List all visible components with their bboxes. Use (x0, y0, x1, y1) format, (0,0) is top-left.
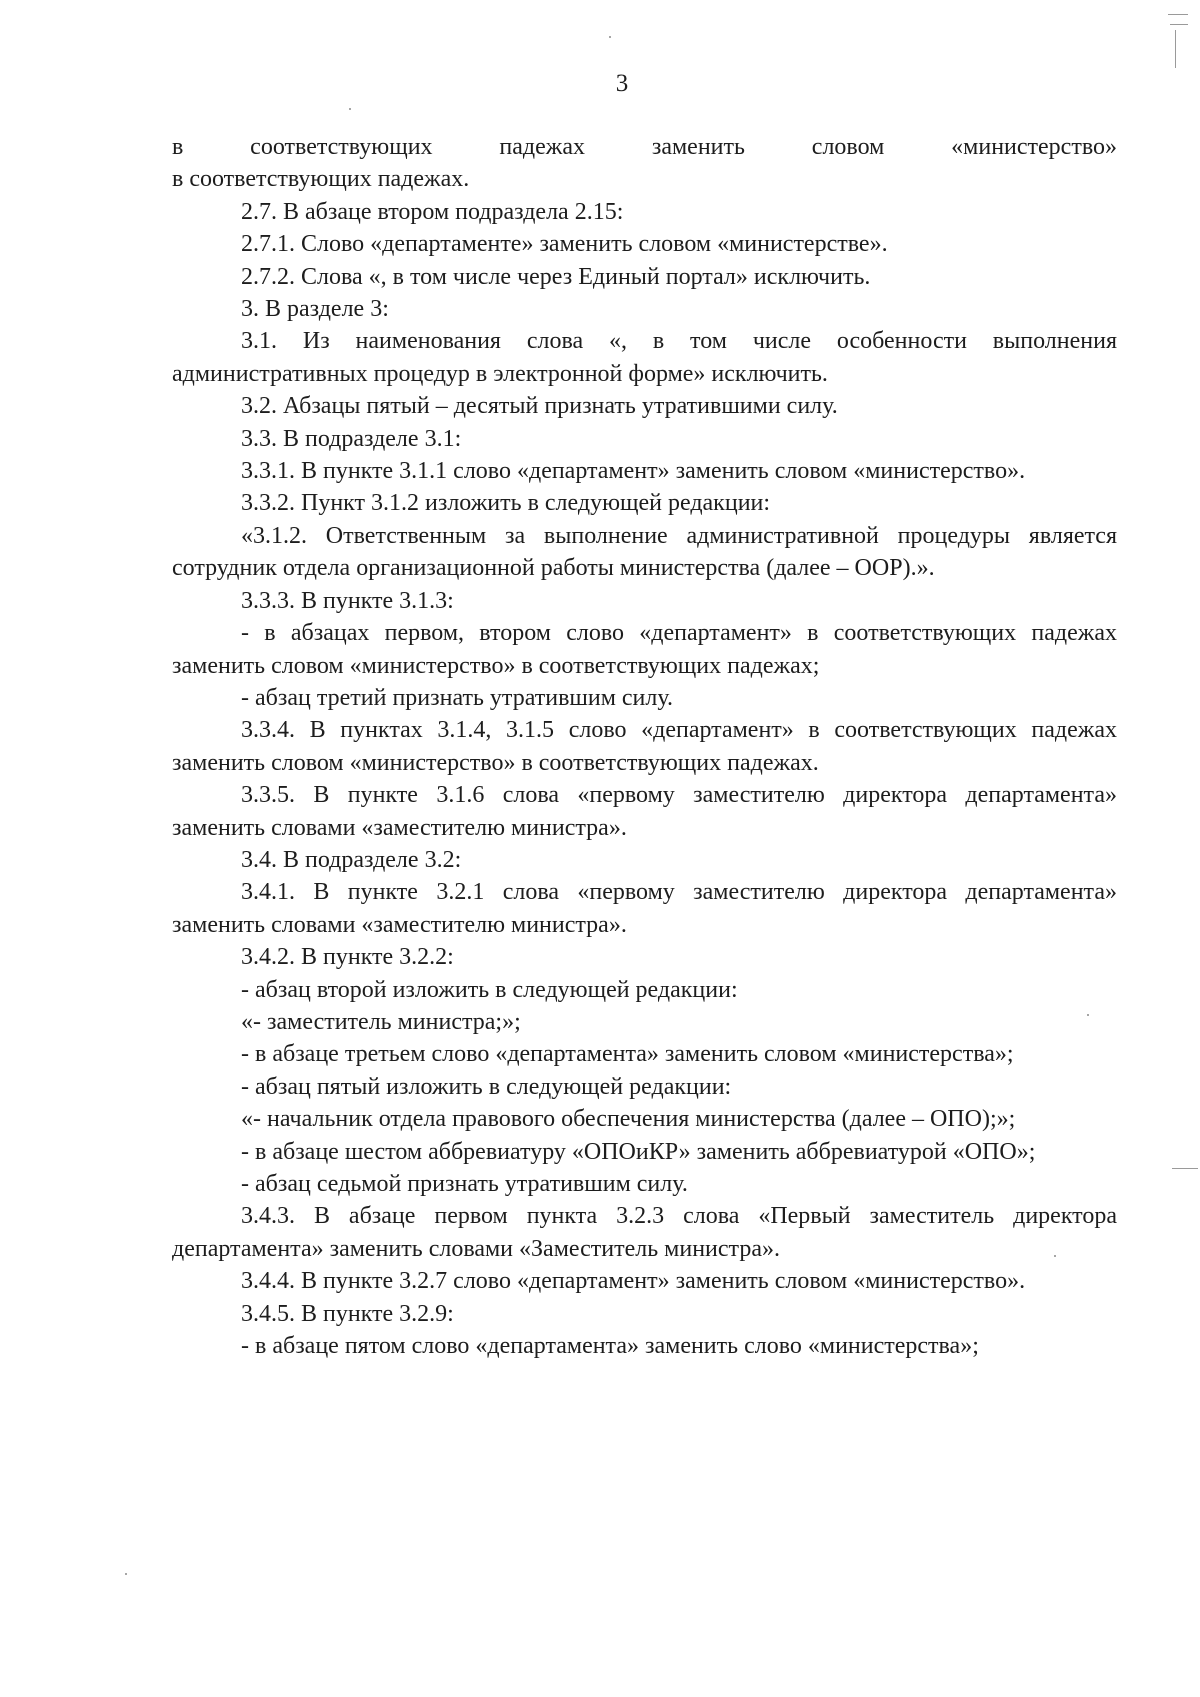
paragraph: 3.3.5. В пункте 3.1.6 слова «первому заместителю директора департамента» заменить словами «заместителю министра». (172, 782, 1117, 841)
paragraph: 3.1. Из наименования слова «, в том числе особенности выполнения административных процедур в электронной форме» исключить. (172, 328, 1117, 387)
document-body (172, 131, 1117, 1362)
paragraph: 3.4.3. В абзаце первом пункта 3.2.3 слова «Первый заместитель директора департамента» заменить словами «Заместитель министра». (172, 1203, 1117, 1262)
paragraph: 3.3. В подразделе 3.1: (241, 425, 462, 452)
scan-edge-mark (1168, 14, 1188, 15)
paragraph: 3.3.3. В пункте 3.1.3: (241, 587, 454, 614)
paragraph: 3.4. В подразделе 3.2: (241, 846, 462, 873)
paragraph: - в абзацах первом, втором слово «департамент» в соответствующих падежах заменить словом «министерство» в соответствующих падежах; (172, 620, 1117, 679)
paragraph: 3.4.2. В пункте 3.2.2: (241, 944, 454, 971)
paragraph: - абзац пятый изложить в следующей редакции: (241, 1073, 732, 1100)
paragraph: - абзац третий признать утратившим силу. (241, 684, 673, 711)
paragraph: 2.7.1. Слово «департаменте» заменить словом «министерстве». (241, 231, 888, 258)
scan-speck (609, 36, 611, 38)
paragraph: «3.1.2. Ответственным за выполнение административной процедуры является сотрудник отдела организационной работы министерства (далее – ООР).». (172, 522, 1117, 582)
scan-edge-mark (1175, 30, 1176, 68)
paragraph: 3. В разделе 3: (241, 296, 389, 323)
paragraph: - абзац второй изложить в следующей редакции: (241, 976, 738, 1003)
paragraph: - в абзаце третьем слово «департамента» заменить словом «министерства»; (241, 1041, 1014, 1068)
paragraph: 3.4.4. В пункте 3.2.7 слово «департамент» заменить словом «министерство». (241, 1268, 1026, 1295)
paragraph: 2.7.2. Слова «, в том числе через Единый портал» исключить. (241, 263, 871, 290)
paragraph: «- начальник отдела правового обеспечения министерства (далее – ОПО);»; (241, 1106, 1016, 1133)
paragraph: 3.3.1. В пункте 3.1.1 слово «департамент» заменить словом «министерство». (241, 458, 1026, 485)
paragraph: - абзац седьмой признать утратившим силу. (241, 1171, 688, 1197)
paragraph: 3.2. Абзацы пятый – десятый признать утратившими силу. (241, 393, 838, 420)
paragraph: 2.7. В абзаце втором подраздела 2.15: (241, 198, 624, 225)
scan-speck (349, 108, 351, 110)
paragraph: - в абзаце пятом слово «департамента» заменить слово «министерства»; (241, 1333, 979, 1360)
paragraph: в соответствующих падежах. (172, 166, 470, 193)
scan-speck (125, 1573, 127, 1575)
paragraph: «- заместитель министра;»; (241, 1008, 521, 1035)
paragraph: в соответствующих падежах заменить словом «министерство» (172, 134, 1117, 160)
scan-edge-mark (1172, 1168, 1198, 1169)
paragraph: 3.3.4. В пунктах 3.1.4, 3.1.5 слово «департамент» в соответствующих падежах заменить словом «министерство» в соответствующих падежах. (172, 717, 1117, 776)
paragraph: 3.4.5. В пункте 3.2.9: (241, 1300, 454, 1327)
scan-edge-mark (1170, 24, 1188, 25)
paragraph: 3.3.2. Пункт 3.1.2 изложить в следующей редакции: (241, 490, 771, 517)
paragraph: - в абзаце шестом аббревиатуру «ОПОиКР» заменить аббревиатурой «ОПО»; (241, 1138, 1036, 1165)
page-number: 3 (615, 70, 629, 97)
paragraph: 3.4.1. В пункте 3.2.1 слова «первому заместителю директора департамента» заменить словами «заместителю министра». (172, 879, 1117, 938)
